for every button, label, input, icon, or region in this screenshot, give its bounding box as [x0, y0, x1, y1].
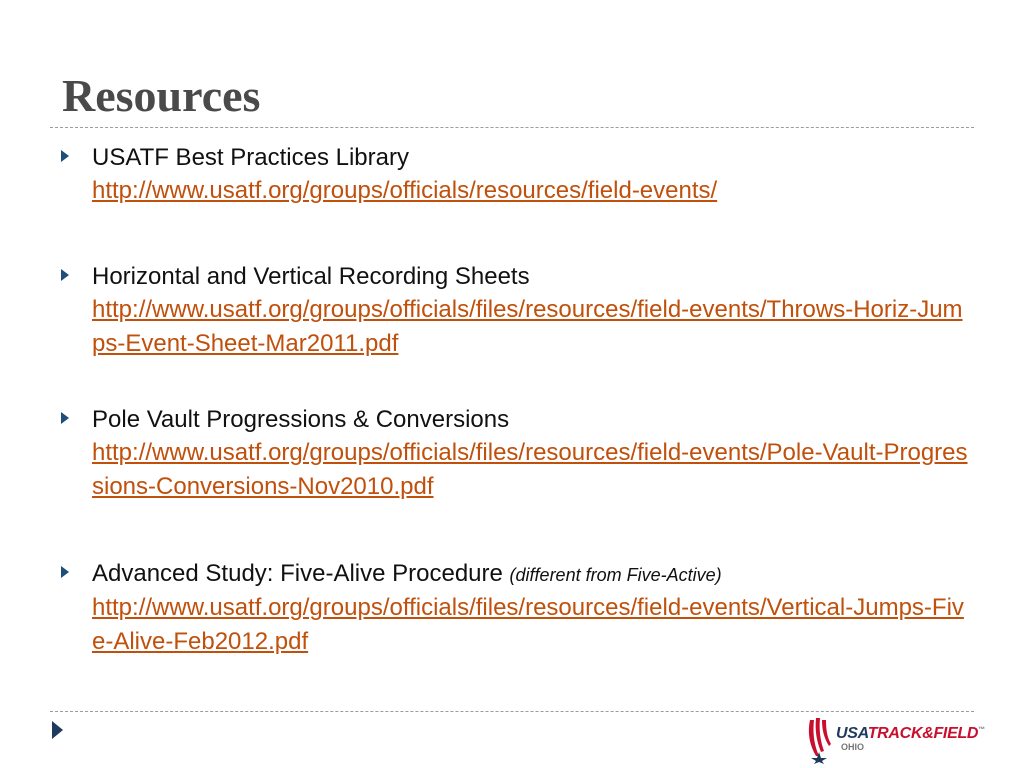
bullet-arrow-icon	[61, 566, 69, 578]
resource-link[interactable]: http://www.usatf.org/groups/officials/files/resources/field-events/Vertical-Jumps-Five-Alive-Feb2012.pdf	[92, 594, 964, 655]
resource-title-line	[92, 142, 972, 174]
bullet-arrow-icon	[61, 412, 69, 424]
resource-item	[92, 404, 972, 504]
resource-item	[92, 558, 972, 659]
resource-title-line	[92, 261, 972, 293]
resource-link[interactable]: http://www.usatf.org/groups/officials/files/resources/field-events/Pole-Vault-Progressions-Conversions-Nov2010.pdf	[92, 439, 968, 500]
resource-item	[92, 261, 972, 361]
resource-title: USATF Best Practices Library	[92, 144, 409, 171]
bullet-arrow-icon	[61, 269, 69, 281]
resource-title: Horizontal and Vertical Recording Sheets	[92, 263, 530, 290]
resource-note: (different from Five-Active)	[509, 565, 722, 585]
slide-title: Resources	[62, 70, 261, 121]
resource-link[interactable]: http://www.usatf.org/groups/officials/files/resources/field-events/Throws-Horiz-Jumps-Event-Sheet-Mar2011.pdf	[92, 296, 963, 357]
resource-title-line	[92, 558, 972, 591]
resource-title: Pole Vault Progressions & Conversions	[92, 406, 510, 433]
logo-region: OHIO	[841, 742, 865, 752]
logo-wordmark: USATRACK&FIELD™	[836, 725, 985, 742]
resource-link[interactable]: http://www.usatf.org/groups/officials/resources/field-events/	[92, 177, 718, 204]
next-slide-arrow-icon[interactable]	[52, 721, 63, 739]
usatf-emblem-icon	[804, 716, 838, 764]
bullet-arrow-icon	[61, 150, 69, 162]
footer-divider	[50, 711, 974, 712]
usatf-ohio-logo	[804, 716, 985, 764]
resource-title: Advanced Study: Five-Alive Procedure	[92, 560, 503, 587]
resource-title-line	[92, 404, 972, 436]
resource-item	[92, 142, 972, 208]
